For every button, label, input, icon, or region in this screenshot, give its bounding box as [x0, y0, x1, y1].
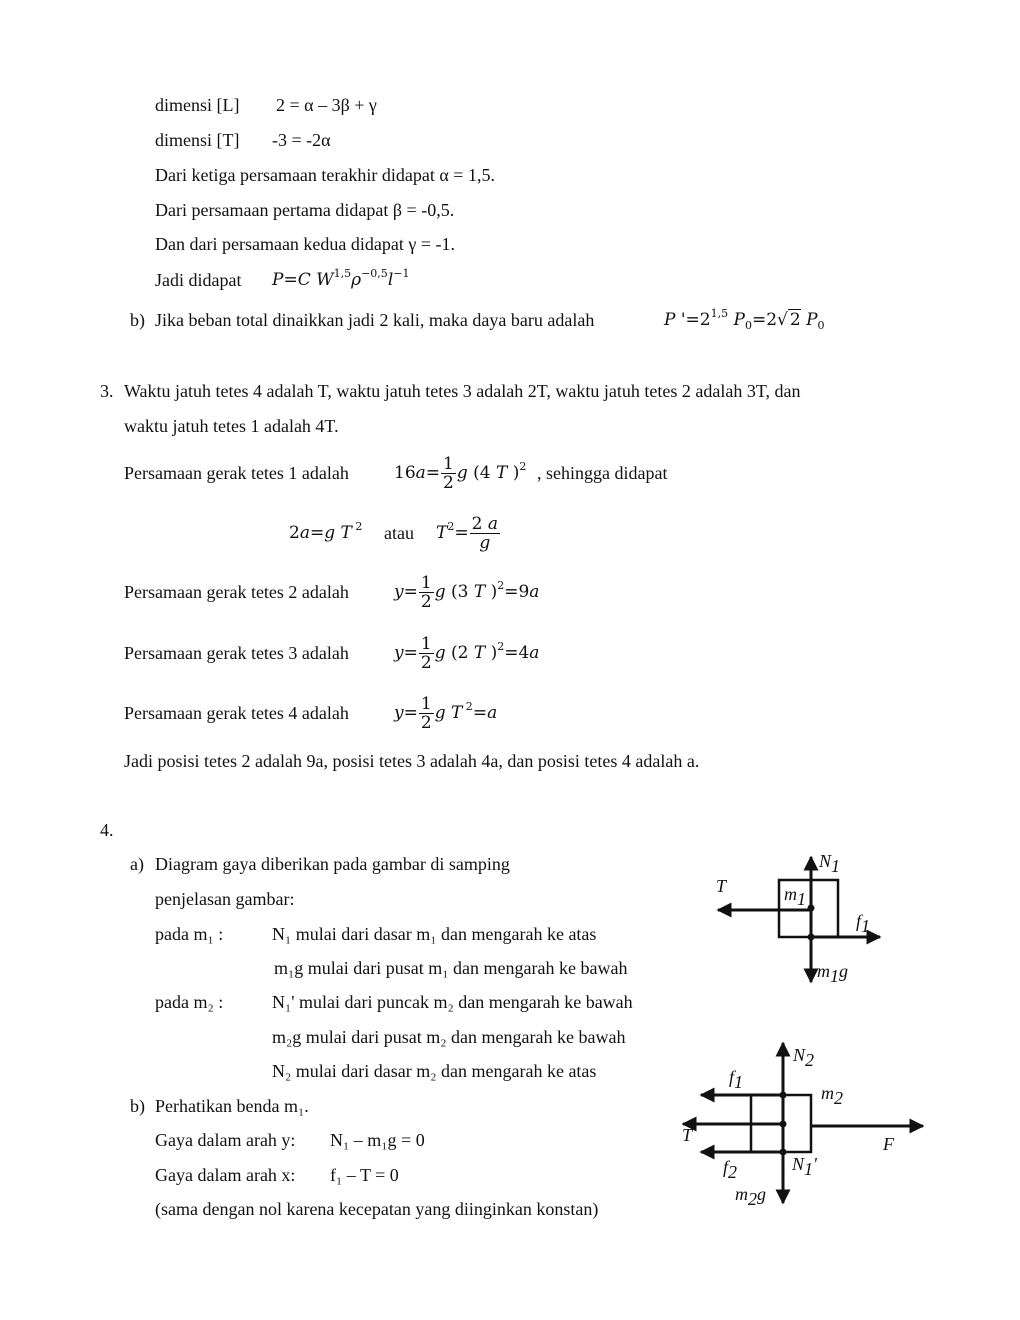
part3-intro-line2: waktu jatuh tetes 1 adalah 4T. [124, 416, 339, 436]
eq2-label: Persamaan gerak tetes 2 adalah [124, 582, 349, 602]
part4-a-marker: a) [130, 854, 144, 874]
m2-top-dot [780, 1092, 787, 1099]
m1-line2: m₁g mulai dari pusat m₁ dan mengarah ke bawah [274, 958, 628, 978]
eq1-formula: 16a= $\frac{1}{2}$ g (4 T )$^2$ [394, 454, 527, 493]
part4-b-marker: b) [130, 1096, 145, 1116]
n1-prime-label: N1' [792, 1154, 817, 1179]
part2-b-text: Jika beban total dinaikkan jadi 2 kali, maka daya baru adalah [155, 310, 595, 330]
force-y-label: Gaya dalam arah y: [155, 1130, 296, 1150]
part2-b-marker: b) [130, 310, 145, 330]
m2-label: m2 [821, 1083, 843, 1108]
f1-reaction-label: f1 [729, 1067, 744, 1092]
eq2-formula: y= $\frac{1}{2}$ g (3 T )$^2$=9a [394, 573, 540, 612]
constant-velocity-note: (sama dengan nol karena kecepatan yang diinginkan konstan) [155, 1199, 599, 1219]
m1-center-dot [808, 905, 815, 912]
part4-a-text: Diagram gaya diberikan pada gambar di samping [155, 854, 510, 874]
f2-label: f2 [723, 1157, 738, 1182]
f1-label: f1 [856, 911, 871, 936]
t-label: T [716, 876, 727, 896]
m2-center-dot [780, 1121, 787, 1128]
part3-number: 3. [100, 381, 114, 401]
eq-2a-gT2: 2a=g T $^2$ [289, 520, 363, 543]
dimension-L-equation: 2 = α – 3β + γ [276, 95, 377, 115]
pada-m2-label: pada m₂ : [155, 992, 224, 1012]
f-applied-label: F [883, 1134, 894, 1154]
m2g-label: m2g [735, 1184, 766, 1209]
m2-line3: N₂ mulai dari dasar m₂ dan mengarah ke atas [272, 1061, 597, 1081]
m2-base-dot [780, 1149, 787, 1156]
m1-line1: N₁ mulai dari dasar m₁ dan mengarah ke atas [272, 924, 597, 944]
part4-number: 4. [100, 820, 114, 840]
eq3-label: Persamaan gerak tetes 3 adalah [124, 643, 349, 663]
part3-conclusion: Jadi posisi tetes 2 adalah 9a, posisi tetes 3 adalah 4a, dan posisi tetes 4 adalah a. [124, 751, 700, 771]
dimension-T-equation: -3 = -2α [272, 130, 331, 150]
eq4-label: Persamaan gerak tetes 4 adalah [124, 703, 349, 723]
eq-T2-formula: $T^2=$ $\frac{2 a}{g}$ [436, 514, 498, 553]
m1-base-dot [808, 934, 815, 941]
result-label: Jadi didapat [155, 270, 242, 290]
part3-intro-line1: Waktu jatuh tetes 4 adalah T, waktu jatuh tetes 3 adalah 2T, waktu jatuh tetes 2 adalah 3T, dan [124, 381, 801, 401]
power-formula: P=C $W^{1,5}\rho^{-0,5}l^{-1}$ [272, 267, 410, 290]
m2-line1: N₁' mulai dari puncak m₂ dan mengarah ke bawah [272, 992, 633, 1012]
atau-label: atau [384, 523, 414, 543]
alpha-result-line: Dari ketiga persamaan terakhir didapat α = 1,5. [155, 165, 495, 185]
force-diagram-m1 [700, 845, 900, 990]
force-x-label: Gaya dalam arah x: [155, 1165, 296, 1185]
eq1-label: Persamaan gerak tetes 1 adalah [124, 463, 349, 483]
new-power-formula: P '$=2^{1,5}$ $P_0=2√$ 2 $P_0$ [664, 307, 825, 332]
part4-a-explanation: penjelasan gambar: [155, 889, 295, 909]
m1-label: m1 [784, 884, 806, 909]
gamma-result-line: Dan dari persamaan kedua didapat γ = -1. [155, 234, 455, 254]
eq4-formula: y= $\frac{1}{2}$ g T $^2$=a [394, 694, 498, 733]
dimension-T-label: dimensi [T] [155, 130, 240, 150]
m2-line2: m₂g mulai dari pusat m₂ dan mengarah ke bawah [272, 1027, 626, 1047]
part4-b-text: Perhatikan benda m₁. [155, 1096, 309, 1116]
eq3-formula: y= $\frac{1}{2}$ g (2 T )$^2$=4a [394, 634, 540, 673]
t-m2-label: T [682, 1125, 693, 1145]
force-x-equation: f₁ – T = 0 [330, 1165, 399, 1185]
n2-label: N2 [793, 1045, 815, 1070]
n1-label: N1 [819, 851, 841, 876]
eq1-suffix: , sehingga didapat [537, 463, 668, 483]
force-diagram-m2 [675, 1035, 935, 1215]
m1g-label: m1g [817, 961, 848, 986]
pada-m1-label: pada m₁ : [155, 924, 224, 944]
force-y-equation: N₁ – m₁g = 0 [330, 1130, 425, 1150]
beta-result-line: Dari persamaan pertama didapat β = -0,5. [155, 200, 455, 220]
dimension-L-label: dimensi [L] [155, 95, 240, 115]
